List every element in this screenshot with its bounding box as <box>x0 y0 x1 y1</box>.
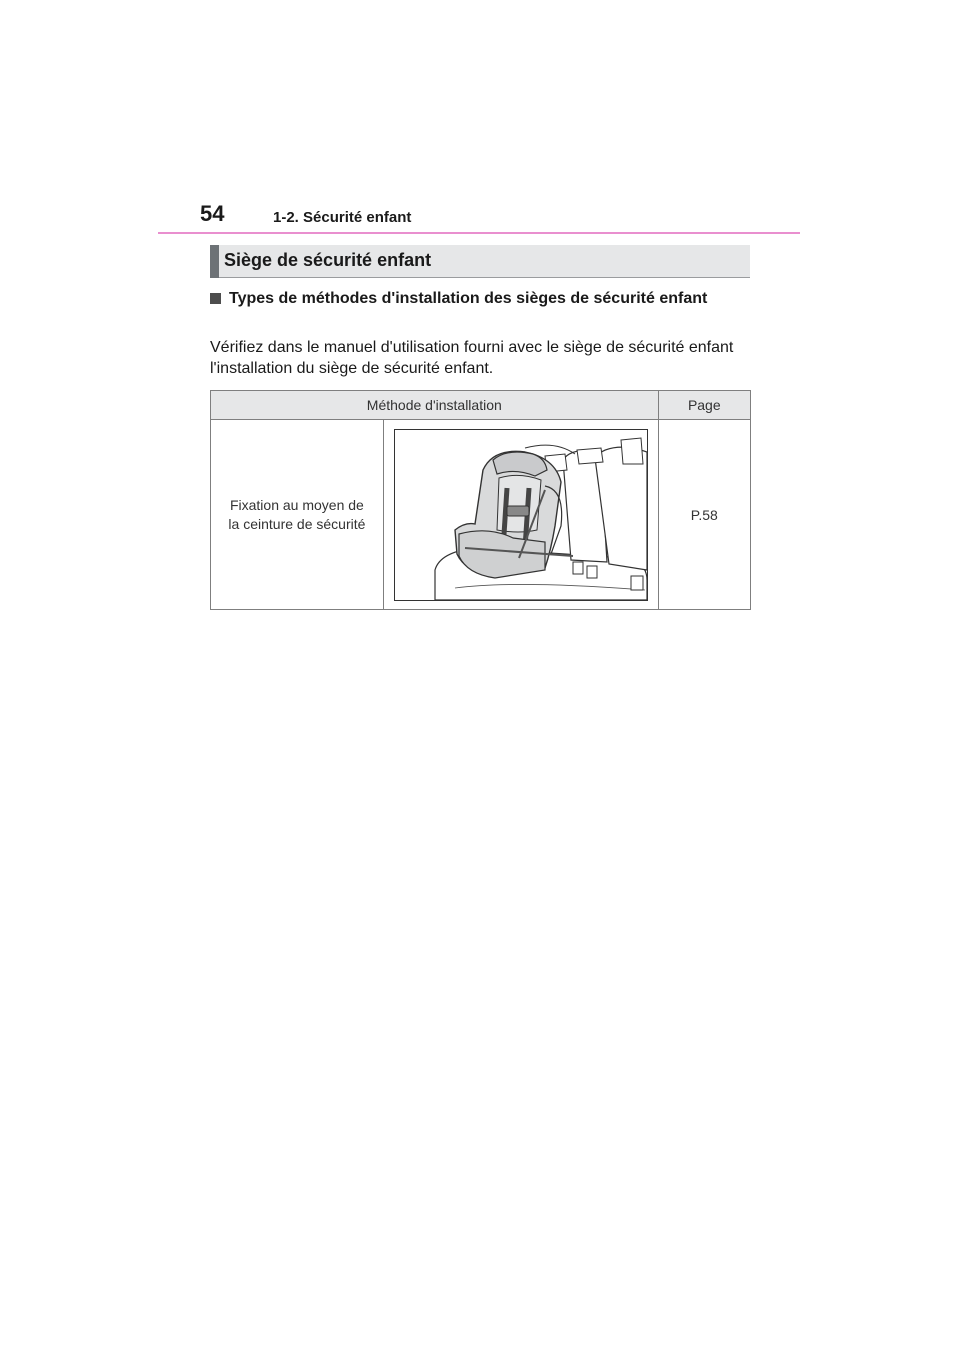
header-method: Méthode d'installation <box>211 391 659 420</box>
child-seat-illustration <box>394 429 648 601</box>
page-cell: P.58 <box>658 420 750 610</box>
method-text <box>224 496 369 534</box>
child-seat-seatbelt-icon <box>395 430 647 600</box>
square-bullet-icon <box>210 293 221 304</box>
section-reference: 1-2. Sécurité enfant <box>273 209 412 226</box>
section-title: Siège de sécurité enfant <box>224 250 432 270</box>
header-page: Page <box>658 391 750 420</box>
table-header-row <box>211 391 751 420</box>
title-accent <box>210 245 219 278</box>
illustration-cell <box>383 420 658 610</box>
section-title-bar <box>210 245 750 278</box>
subheading-text: Types de méthodes d'installation des sièges de sécurité enfant <box>229 290 708 307</box>
table-row <box>211 420 751 610</box>
method-line-2: la ceinture de sécurité <box>228 515 366 532</box>
method-cell <box>211 420 384 610</box>
page-number: 54 <box>200 201 225 226</box>
header-rule <box>158 232 800 234</box>
body-paragraph: Vérifiez dans le manuel d'utilisation fourni avec le siège de sécurité enfant l'installation du siège de sécurité enfant. <box>210 339 734 377</box>
method-line-1: Fixation au moyen de <box>229 496 364 513</box>
installation-method-table <box>210 390 751 610</box>
subheading <box>210 288 750 309</box>
